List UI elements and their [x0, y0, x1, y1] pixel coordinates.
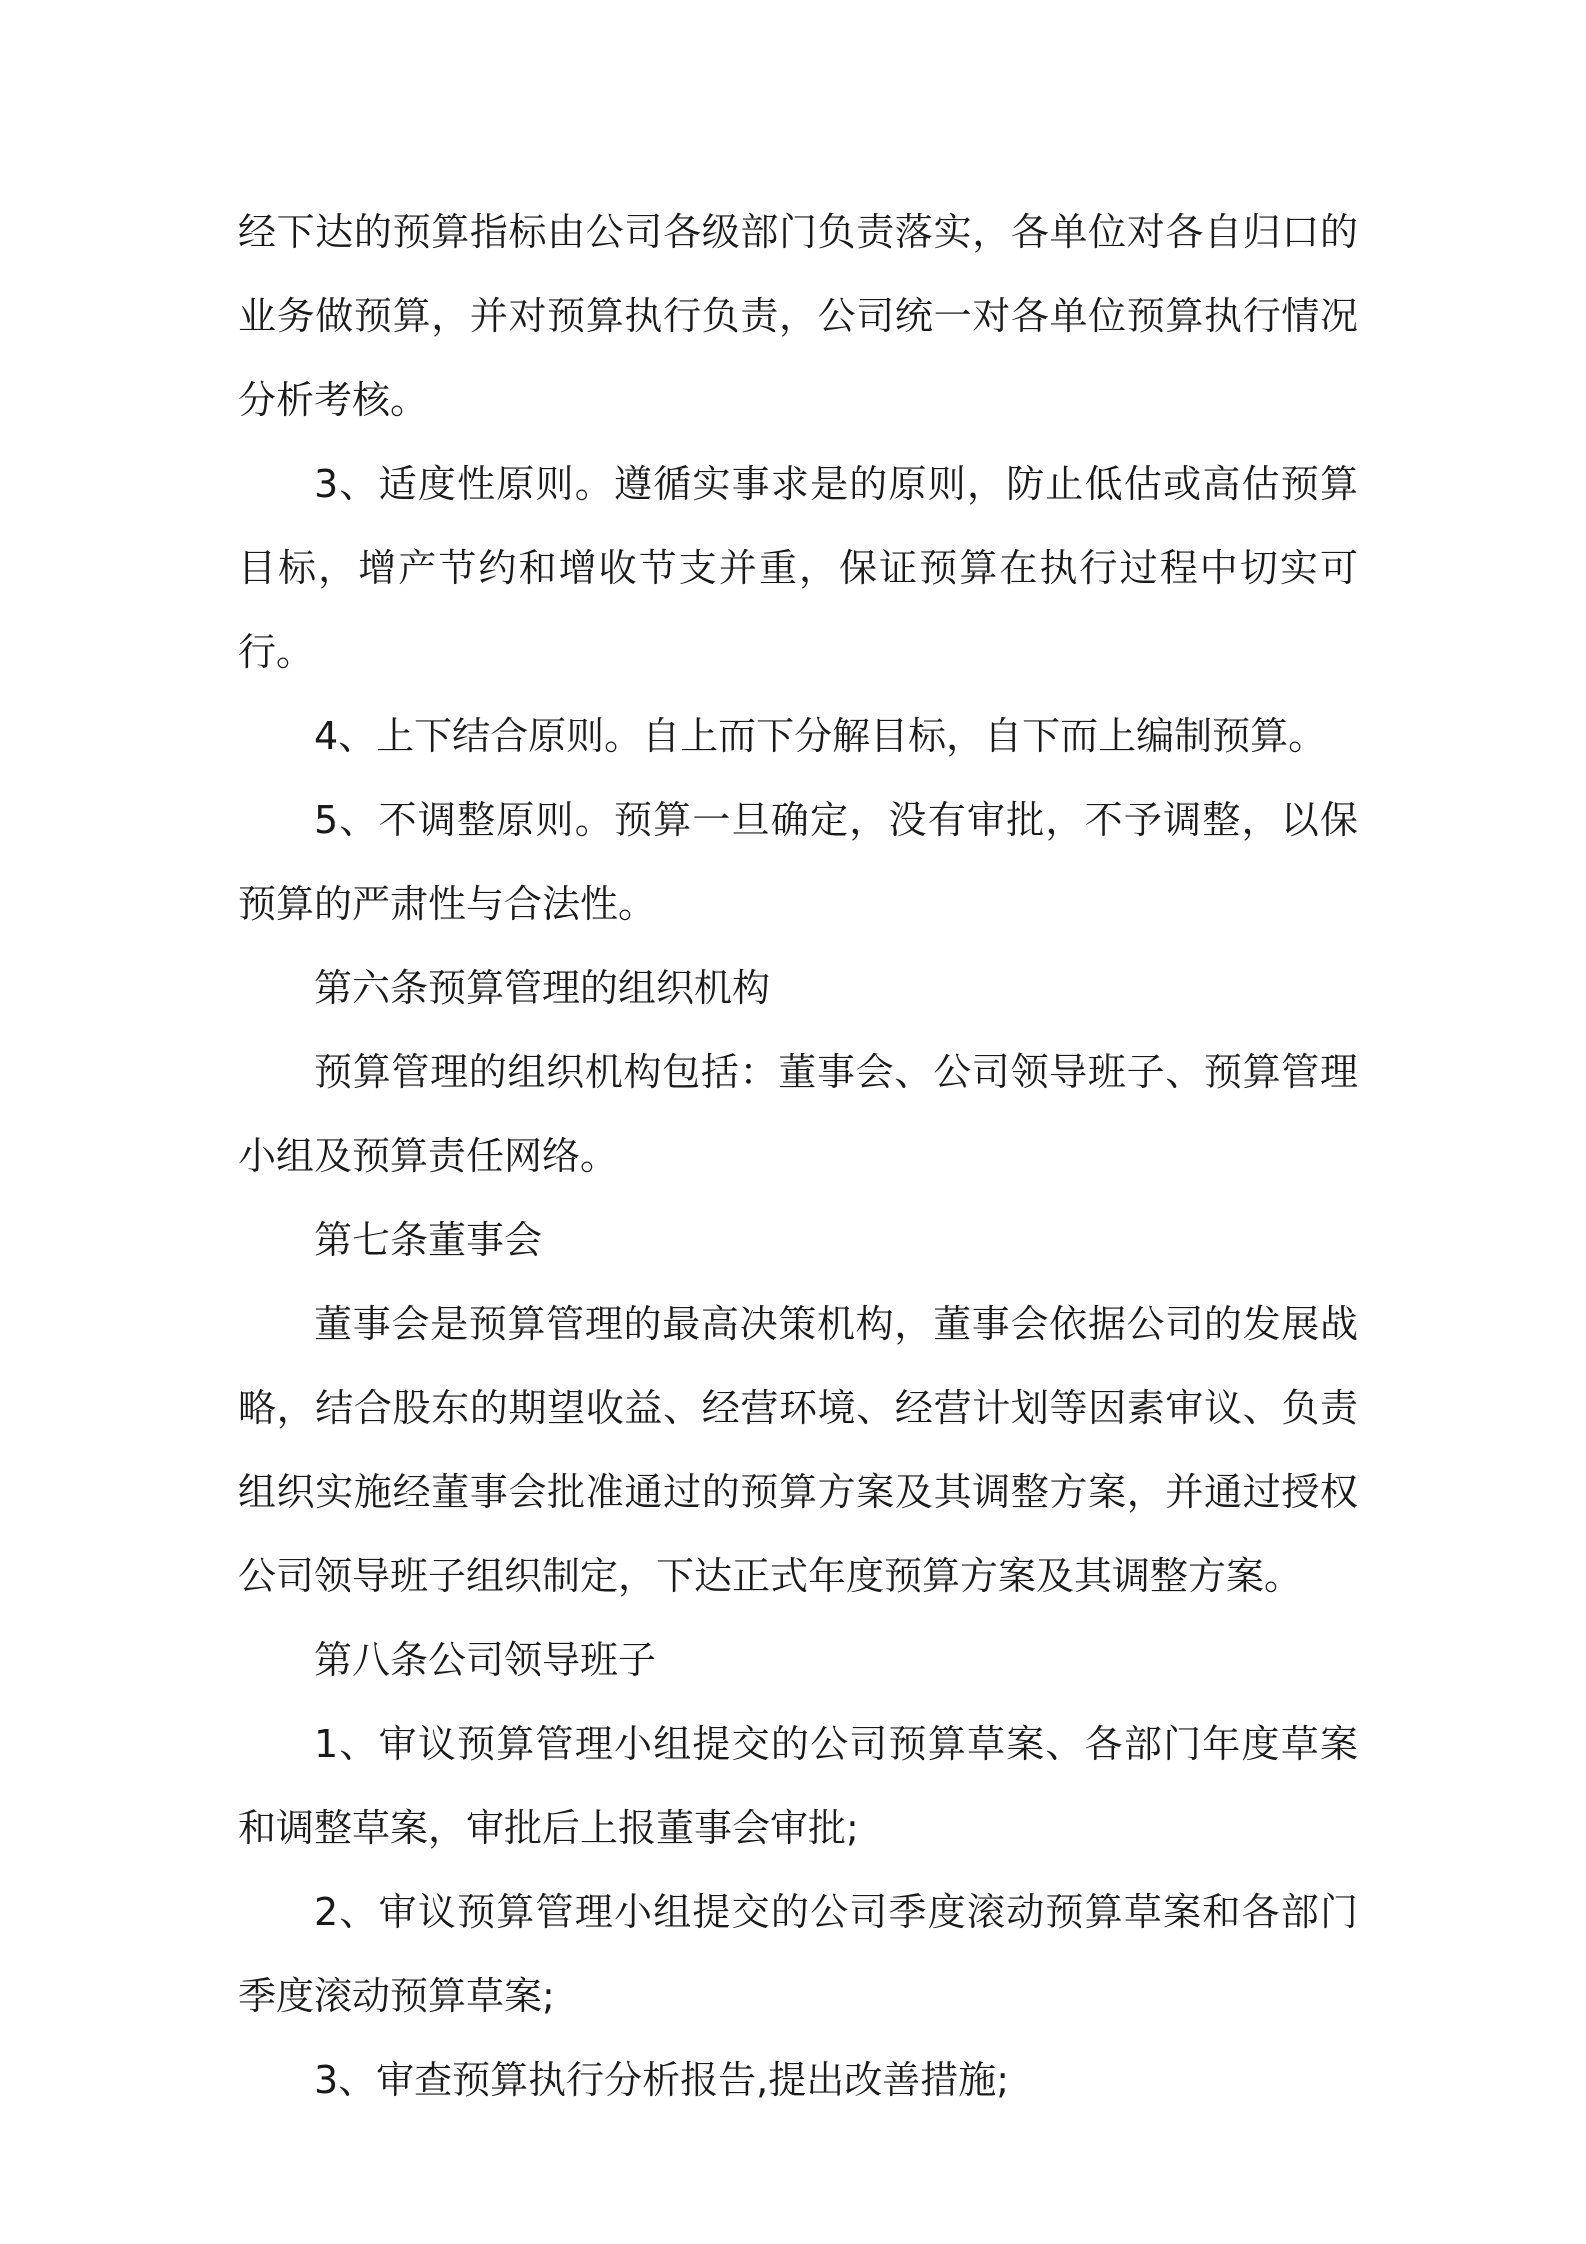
article-7-heading: 第七条董事会	[314, 1218, 543, 1262]
paragraph-continuation: 经下达的预算指标由公司各级部门负责落实，各单位对各自归口的业务做预算，并对预算执行负责，公司统一对各单位预算执行情况分析考核。	[238, 210, 1358, 422]
article-6-heading: 第六条预算管理的组织机构	[314, 966, 771, 1010]
paragraph-organization: 预算管理的组织机构包括：董事会、公司领导班子、预算管理小组及预算责任网络。	[238, 1050, 1358, 1178]
paragraph-principle-3: 3、适度性原则。遵循实事求是的原则，防止低估或高估预算目标，增产节约和增收节支并重，保证预算在执行过程中切实可行。	[238, 462, 1358, 674]
paragraph-leadership-2: 2、审议预算管理小组提交的公司季度滚动预算草案和各部门季度滚动预算草案;	[238, 1890, 1358, 2018]
paragraph-board: 董事会是预算管理的最高决策机构，董事会依据公司的发展战略，结合股东的期望收益、经营环境、经营计划等因素审议、负责组织实施经董事会批准通过的预算方案及其调整方案，并通过授权公司领导班子组织制定，下达正式年度预算方案及其调整方案。	[238, 1302, 1358, 1598]
paragraph-leadership-1: 1、审议预算管理小组提交的公司预算草案、各部门年度草案和调整草案，审批后上报董事会审批;	[238, 1722, 1358, 1850]
document-body	[238, 190, 1358, 2122]
article-8-heading: 第八条公司领导班子	[314, 1638, 657, 1682]
paragraph-principle-4: 4、上下结合原则。自上而下分解目标，自下而上编制预算。	[314, 714, 1327, 758]
paragraph-principle-5: 5、不调整原则。预算一旦确定，没有审批，不予调整，以保预算的严肃性与合法性。	[238, 798, 1358, 926]
paragraph-leadership-3: 3、审查预算执行分析报告,提出改善措施;	[314, 2058, 1010, 2102]
